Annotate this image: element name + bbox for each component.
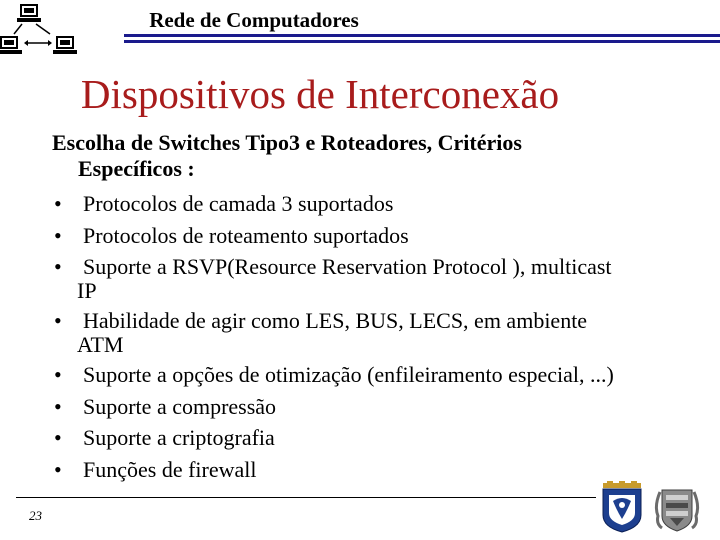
slide-subtitle: [52, 130, 692, 182]
bullet-icon: •: [54, 191, 62, 216]
subtitle-line-1: Escolha de Switches Tipo3 e Roteadores, Critérios: [52, 130, 522, 155]
bullet-icon: •: [54, 425, 62, 450]
list-item: [54, 363, 718, 387]
list-item-text: Suporte a RSVP(Resource Reservation Protocol ), multicast: [83, 254, 612, 279]
institute-crest-icon: [652, 486, 702, 532]
bullet-icon: •: [54, 456, 62, 482]
bullet-icon: •: [54, 254, 62, 279]
bullet-icon: •: [54, 362, 62, 387]
bullet-icon: •: [54, 222, 62, 248]
subtitle-line-2: Específicos :: [78, 156, 195, 181]
list-item-text: Suporte a opções de otimização (enfileiramento especial, ...): [83, 362, 614, 387]
list-item-text-cont: IP: [77, 278, 97, 303]
bullet-icon: •: [54, 393, 62, 419]
header-bar-2: [124, 40, 720, 43]
list-item: [54, 426, 718, 450]
list-item-text: Funções de firewall: [83, 456, 257, 482]
page-number: 23: [29, 508, 42, 523]
list-item: [54, 224, 718, 248]
list-item-text: Protocolos de roteamento suportados: [83, 222, 409, 248]
footer-divider: [16, 497, 596, 498]
list-item-text: Suporte a criptografia: [83, 425, 275, 450]
list-item-text: Habilidade de agir como LES, BUS, LECS, em ambiente: [83, 308, 588, 333]
list-item-text-cont: ATM: [77, 332, 124, 357]
list-item: [54, 458, 718, 482]
list-item-text: Protocolos de camada 3 suportados: [83, 191, 394, 216]
bullet-icon: •: [54, 308, 62, 333]
list-item-text: Suporte a compressão: [83, 393, 277, 419]
bullet-list: [54, 192, 718, 489]
header-divider: [124, 34, 720, 46]
university-seal-icon: [597, 481, 647, 533]
slide-title: Dispositivos de Interconexão: [80, 71, 560, 117]
list-item: [54, 309, 718, 357]
header-bar-1: [124, 34, 720, 37]
list-item: [54, 395, 718, 419]
list-item: [54, 192, 718, 216]
header-title: Rede de Computadores: [149, 8, 359, 32]
list-item: [54, 255, 718, 303]
